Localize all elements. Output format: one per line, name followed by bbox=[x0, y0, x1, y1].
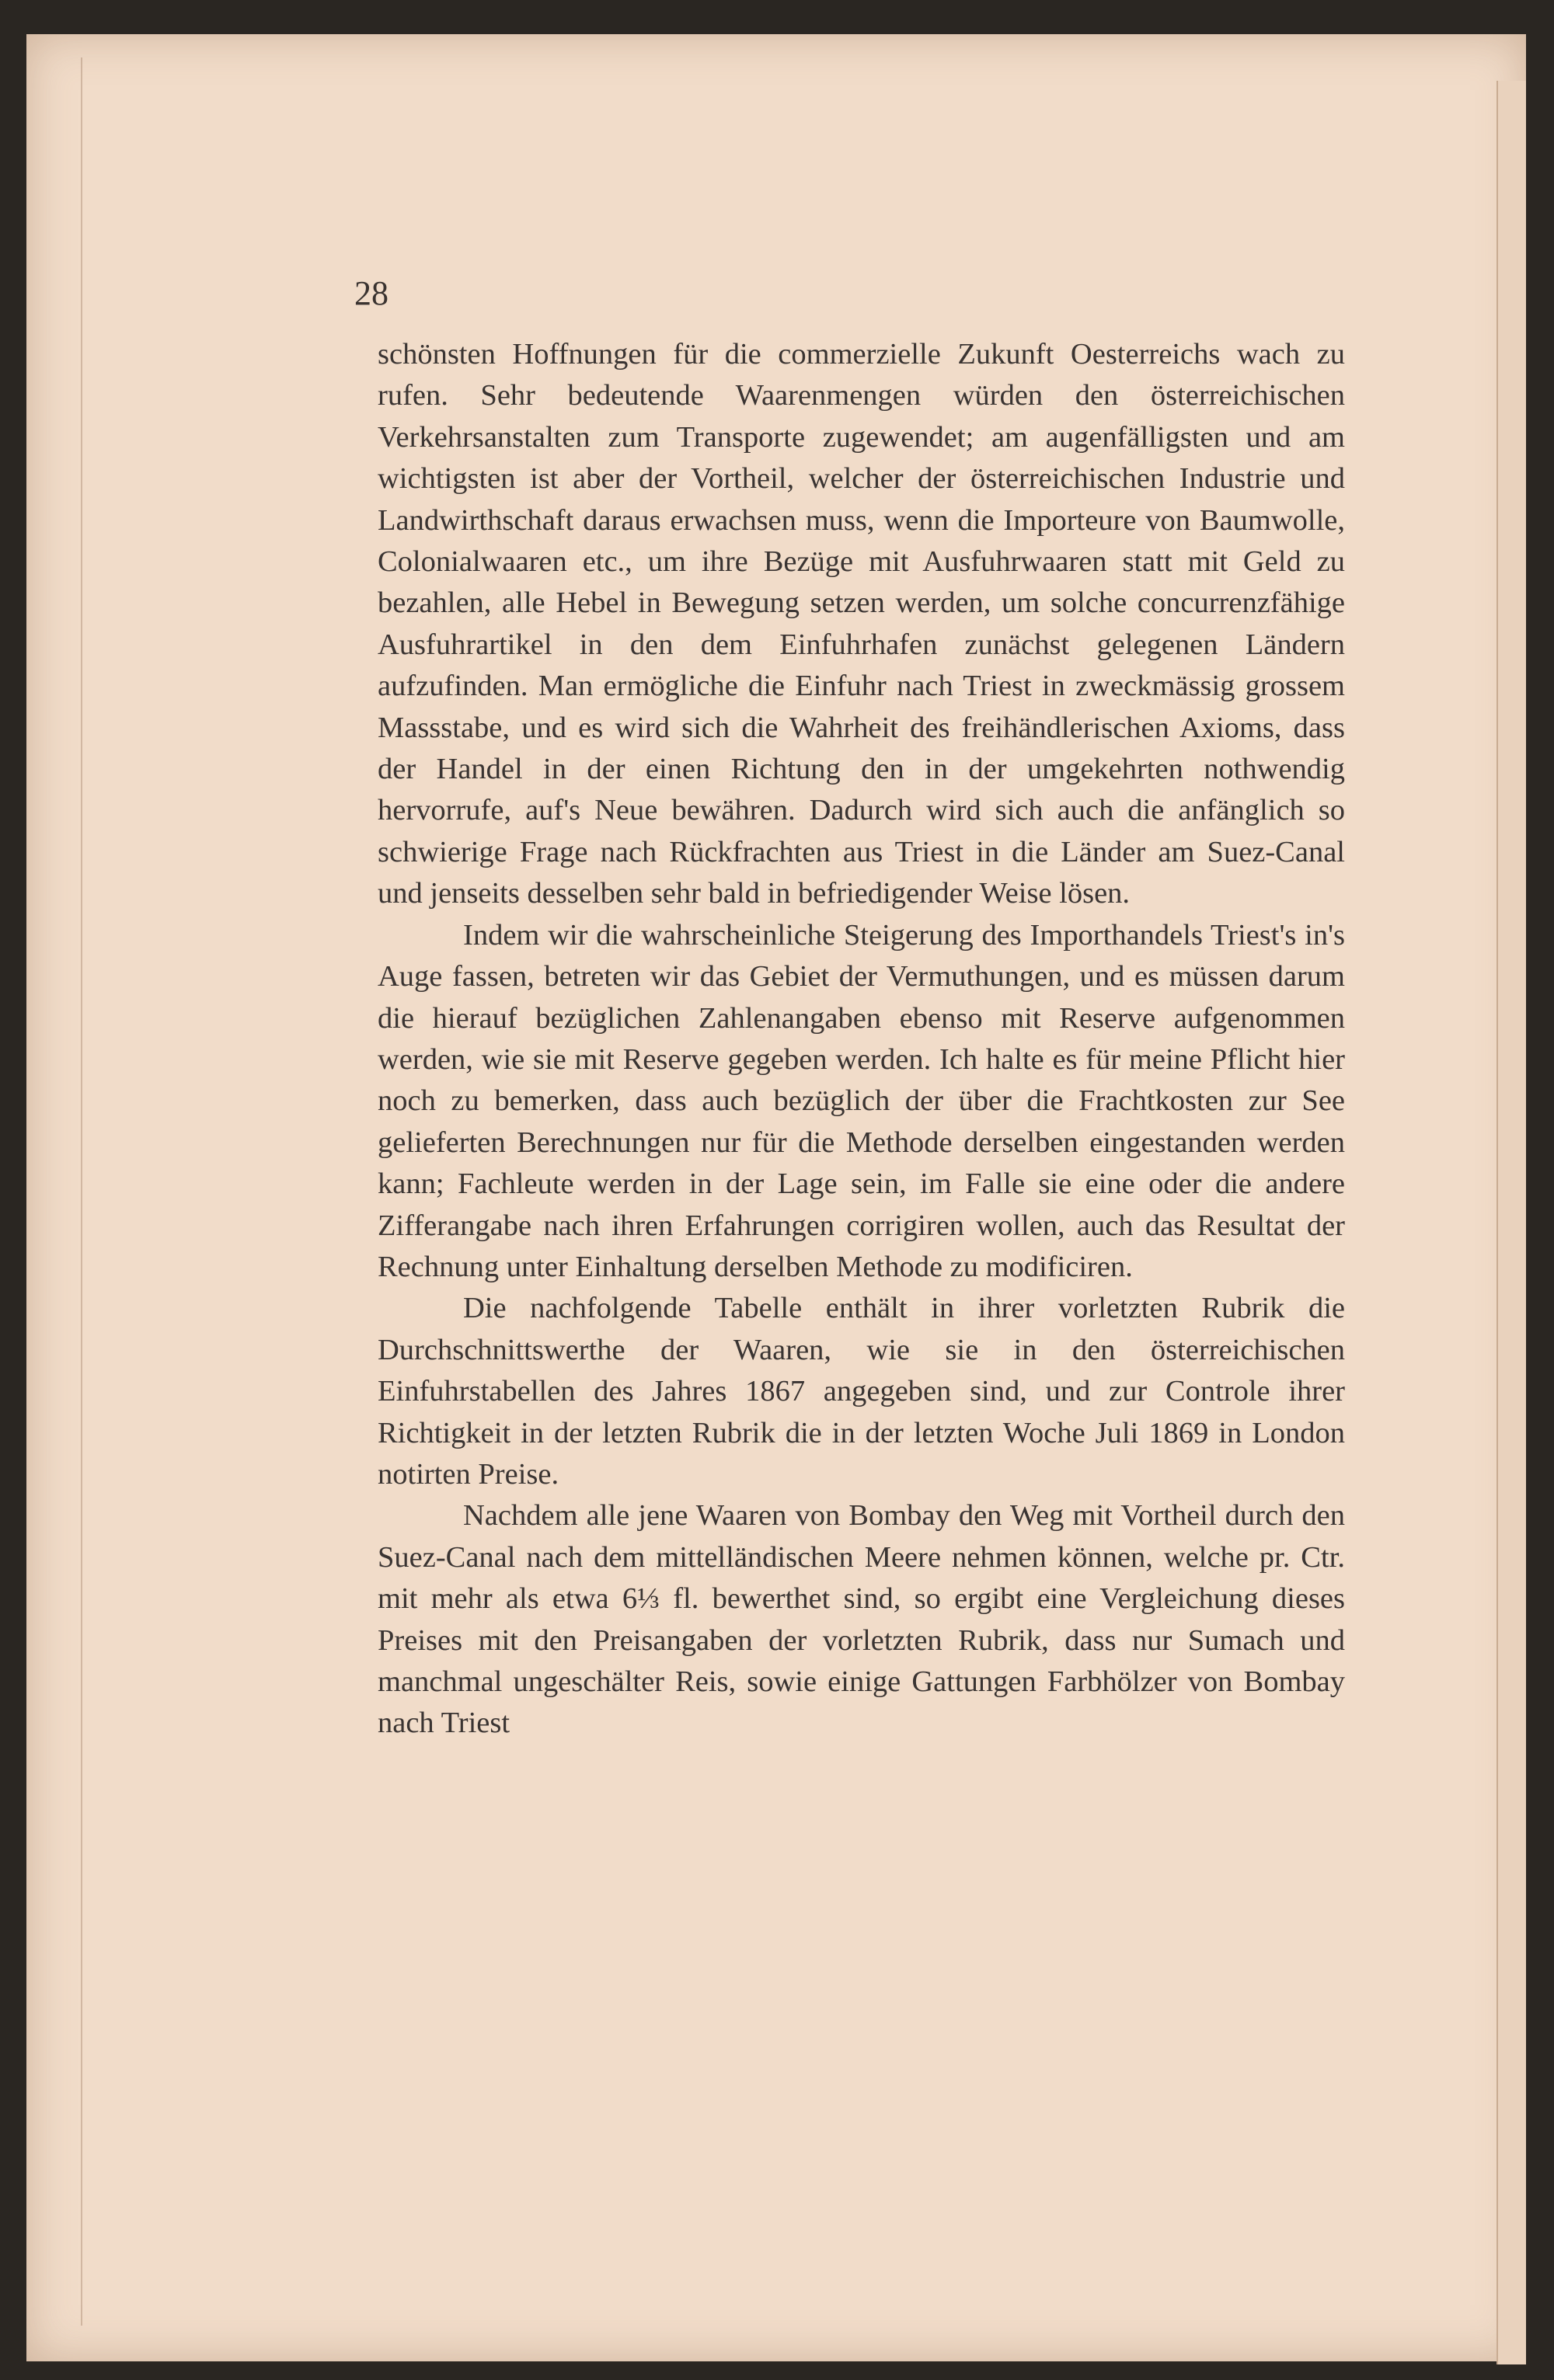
paragraph-2: Indem wir die wahrscheinliche Steigerung des Importhandels Triest's in's Auge fassen, betreten wir das Gebiet der Vermuthungen, und es müssen darum die hierauf bezüglichen Zahlenangaben ebenso mit Reserve aufgenommen werden, wie sie mit Reserve gegeben werden. Ich halte es für meine Pflicht hier noch zu bemerken, dass auch bezüglich der über die Frachtkosten zur See gelieferten Berechnungen nur für die Methode derselben eingestanden werden kann; Fachleute werden in der Lage sein, im Falle sie eine oder die andere Zifferangabe nach ihren Erfahrungen corrigiren wollen, auch das Resultat der Rechnung unter Einhaltung derselben Methode zu modificiren. bbox=[378, 918, 1345, 1283]
paragraph-4: Nachdem alle jene Waaren von Bombay den Weg mit Vortheil durch den Suez-Canal nach dem mittelländischen Meere nehmen können, welche pr. Ctr. mit mehr als etwa 6⅓ fl. bewerthet sind, so ergibt eine Vergleichung dieses Preises mit den Preisangaben der vorletzten Rubrik, dass nur Sumach und manchmal ungeschälter Reis, sowie einige Gattungen Farbhölzer von Bombay nach Triest bbox=[378, 1499, 1345, 1740]
paragraph-1: schönsten Hoffnungen für die commerzielle Zukunft Oesterreichs wach zu rufen. Sehr bedeutende Waarenmengen würden den österreichischen Verkehrsanstalten zum Transporte zugewendet; am augenfälligsten und am wichtigsten ist aber der Vortheil, welcher der österreichischen Industrie und Landwirthschaft daraus erwachsen muss, wenn die Importeure von Baumwolle, Colonialwaaren etc., um ihre Bezüge mit Ausfuhrwaaren statt mit Geld zu bezahlen, alle Hebel in Bewegung setzen werden, um solche concurrenzfähige Ausfuhrartikel in den dem Einfuhrhafen zunächst gelegenen Ländern aufzufinden. Man ermögliche die Einfuhr nach Triest in zweckmässig grossem Massstabe, und es wird sich die Wahrheit des freihändlerischen Axioms, dass der Handel in der einen Richtung den in der umgekehrten nothwendig hervorrufe, auf's Neue bewähren. Dadurch wird sich auch die anfänglich so schwierige Frage nach Rückfrachten aus Triest in die Länder am Suez-Canal und jenseits desselben sehr bald in befriedigender Weise lösen. bbox=[378, 338, 1345, 910]
next-page-edge bbox=[1497, 81, 1526, 2364]
page-number: 28 bbox=[354, 274, 388, 312]
fold-line bbox=[81, 57, 82, 2326]
paragraph-3: Die nachfolgende Tabelle enthält in ihrer vorletzten Rubrik die Durchschnittswerthe der Waaren, wie sie in den österreichischen Einfuhrstabellen des Jahres 1867 angegeben sind, und zur Controle ihrer Richtigkeit in der letzten Rubrik die in der letzten Woche Juli 1869 in London notirten Preise. bbox=[378, 1292, 1345, 1491]
body-text bbox=[378, 334, 1345, 1745]
